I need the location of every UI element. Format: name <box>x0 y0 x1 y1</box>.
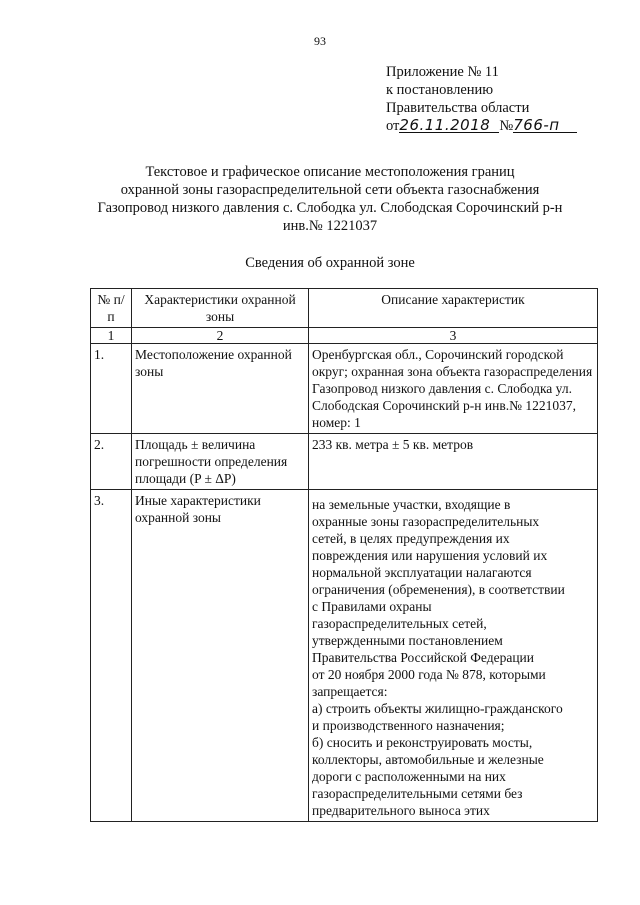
row-num: 3. <box>91 490 132 822</box>
appendix-line2: к постановлению <box>386 82 494 98</box>
row-characteristic: Иные характеристики охранной зоны <box>132 490 309 822</box>
header-num: № п/п <box>91 289 132 328</box>
description-line: повреждения или нарушения условий их <box>312 548 548 563</box>
row-num: 1. <box>91 344 132 434</box>
handwritten-date: 26.11.2018 <box>399 118 499 133</box>
table-row <box>91 344 598 434</box>
row-characteristic: Местоположение охранной зоны <box>132 344 309 434</box>
row-description: Оренбургская обл., Сорочинский городской округ; охранная зона объекта газораспределения Газопровод низкого давления с. Слободка ул. Слободская Сорочинский р-н инв.№ 1221037, номер: 1 <box>309 344 598 434</box>
description-line: газораспределительных сетей, <box>312 616 487 631</box>
description-line: запрещается: <box>312 684 388 699</box>
description-line: на земельные участки, входящие в <box>312 497 511 512</box>
row-description <box>309 490 598 822</box>
appendix-line1: Приложение № 11 <box>386 64 499 80</box>
title-line2: охранной зоны газораспределительной сети объекта газоснабжения <box>120 182 540 198</box>
description-line: сетей, в целях предупреждения их <box>312 531 510 546</box>
description-line: охранные зоны газораспределительных <box>312 514 540 529</box>
document-title <box>60 163 600 235</box>
description-line: предварительного выноса этих <box>312 803 490 818</box>
description-line: нормальной эксплуатации налагаются <box>312 565 532 580</box>
description-line: а) строить объекты жилищно-гражданского <box>312 701 563 716</box>
header-description: Описание характеристик <box>309 289 598 328</box>
description-line: Правительства Российской Федерации <box>312 650 534 665</box>
row-characteristic: Площадь ± величина погрешности определения площади (P ± ΔP) <box>132 434 309 490</box>
description-line: б) сносить и реконструировать мосты, <box>312 735 533 750</box>
header-number-3: 3 <box>309 328 598 344</box>
description-line: дороги с расположенными на них <box>312 769 506 784</box>
description-line: и производственного назначения; <box>312 718 505 733</box>
appendix-no-sign: № <box>499 118 514 134</box>
protection-zone-table <box>90 288 598 822</box>
appendix-line3: Правительства области <box>386 100 530 116</box>
description-line: утвержденными постановлением <box>312 633 503 648</box>
section-subtitle: Сведения об охранной зоне <box>245 255 415 271</box>
title-line3: Газопровод низкого давления с. Слободка ул. Слободская Сорочинский р-н <box>97 200 563 216</box>
row-num: 2. <box>91 434 132 490</box>
table-row <box>91 434 598 490</box>
page-number: 93 <box>314 34 326 48</box>
table-header-row <box>91 289 598 328</box>
handwritten-number: 766-п <box>513 118 577 133</box>
table-numbering-row <box>91 328 598 344</box>
appendix-from-prefix: от <box>386 118 400 134</box>
description-line: коллекторы, автомобильные и железные <box>312 752 544 767</box>
description-line: с Правилами охраны <box>312 599 432 614</box>
title-line1: Текстовое и графическое описание местоположения границ <box>145 164 515 180</box>
description-line: газораспределительными сетями без <box>312 786 523 801</box>
table-row <box>91 490 598 822</box>
row-description: 233 кв. метра ± 5 кв. метров <box>309 434 598 490</box>
header-characteristics: Характеристики охранной зоны <box>132 289 309 328</box>
description-line: от 20 ноября 2000 года № 878, которыми <box>312 667 546 682</box>
appendix-block <box>386 63 577 135</box>
header-number-1: 1 <box>91 328 132 344</box>
header-number-2: 2 <box>132 328 309 344</box>
title-line4: инв.№ 1221037 <box>282 218 378 234</box>
description-line: ограничения (обременения), в соответствии <box>312 582 565 597</box>
appendix-date-line <box>386 117 577 135</box>
